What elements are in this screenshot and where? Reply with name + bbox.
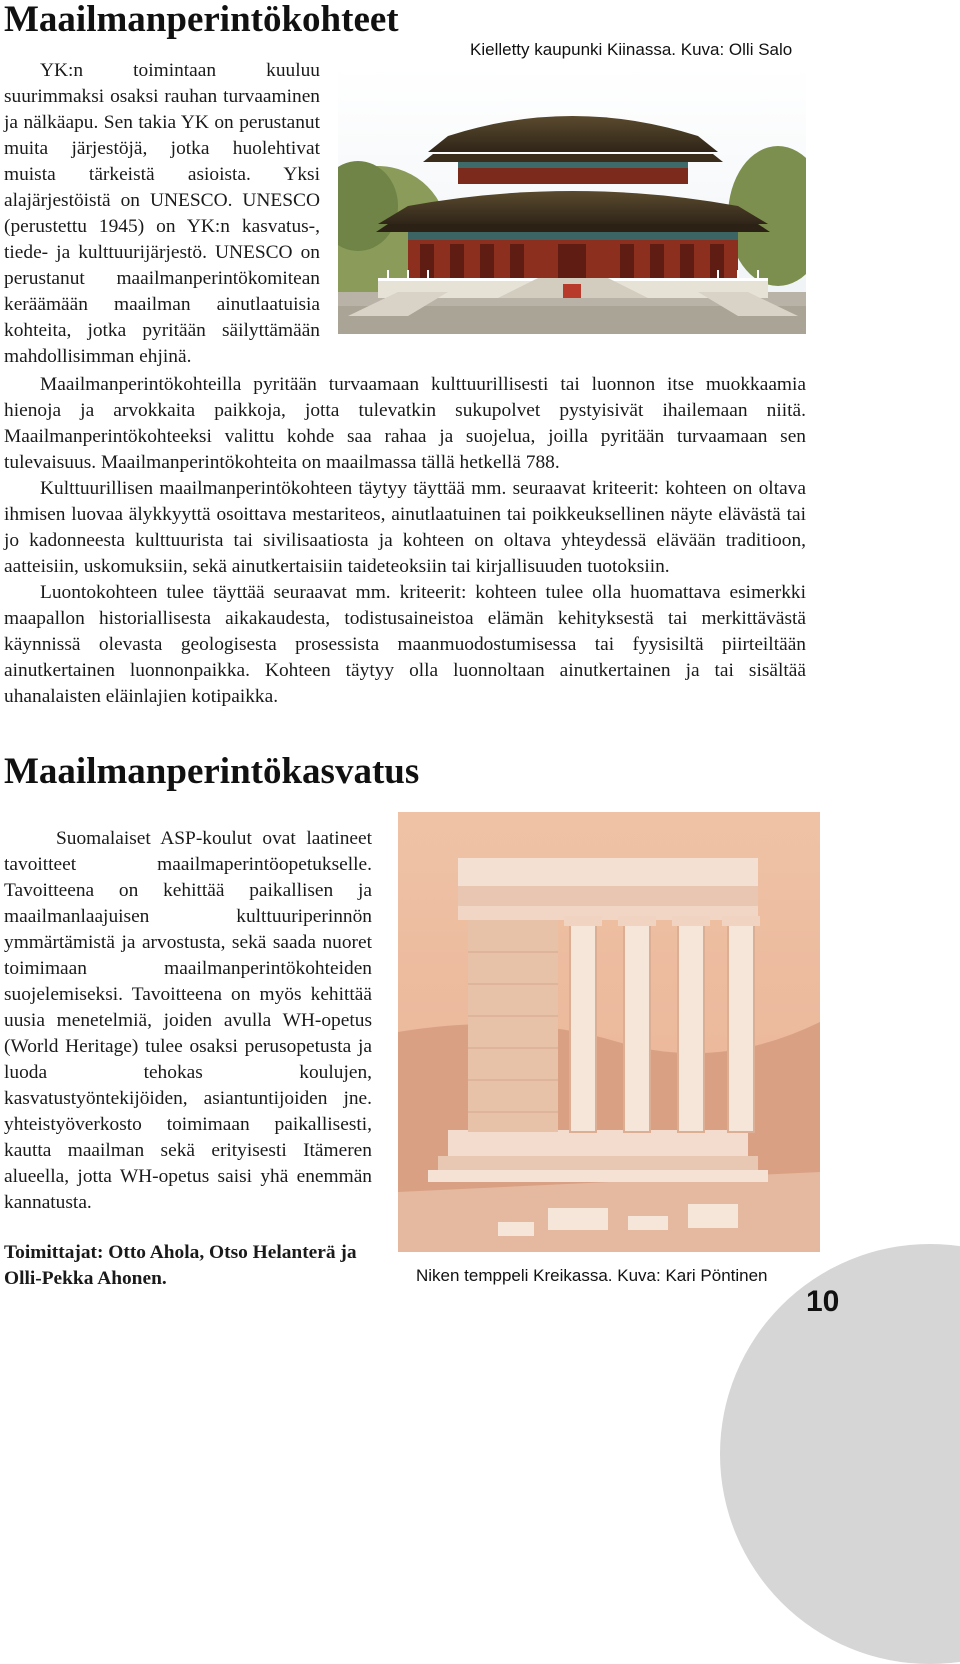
temple-of-nike-illustration <box>398 812 820 1252</box>
photo-caption-temple-of-nike: Niken temppeli Kreikassa. Kuva: Kari Pöntinen <box>416 1266 768 1285</box>
page-number-tab <box>720 1244 960 1664</box>
education-text: Suomalaiset ASP-koulut ovat laatineet tavoitteet maailmaperintöopetukselle. Tavoitteena on kehittää paikallisen ja maailmanlaajuisen kulttuuriperinnön ymmärtämistä ja arvostusta, sekä saada nuoret toimimaan maailmanperintökohteiden suojelemiseksi. Tavoitteena on myös kehittää uusia menetelmiä, joiden avulla WH-opetus (World Heritage) tulee osaksi perusopetusta ja luoda tehokas koulujen, kasvatustyöntekijöiden, asiantuntijoiden jne. yhteistyöverkosto toimimaan paikallisesti, kautta maailman sekä erityisesti Itämeren alueella, jotta WH-opetus saisi yhä enemmän kannatusta. <box>4 828 372 1213</box>
editors-credit: Toimittajat: Otto Ahola, Otso Helanterä ja Olli-Pekka Ahonen. <box>4 1242 357 1289</box>
main-text <box>4 372 806 710</box>
intro-text: YK:n toimintaan kuuluu suurimmaksi osaksi rauhan turvaaminen ja nälkäapu. Sen takia YK on perustanut muita järjestöjä, jotka huolehtivat muista tärkeistä asioista. Yksi alajärjestöistä on UNESCO. UNESCO (perustettu 1945) on YK:n kasvatus-, tiede- ja kulttuurijärjestö. UNESCO on perustanut maailmanperintökomitean keräämään maailman ainutlaatuisia kohteita, jotka pyritään säilyttämään mahdollisimman ehjinä. <box>4 60 320 367</box>
paragraph-purpose: Maailmanperintökohteilla pyritään turvaamaan kulttuurillisesti tai luonnon itse muokkaamia hienoja ja arvokkaita paikkoja, jotta tulevatkin sukupolvet pystyisivät ihailemaan niitä. Maailmanperintökohteeksi valittu kohde saa rahaa ja suojelua, joilla pyritään turvaamaan sen tulevaisuus. Maailmanperintökohteita on maailmassa tällä hetkellä 788. <box>4 374 806 473</box>
paragraph-cultural-criteria: Kulttuurillisen maailmanperintökohteen täytyy täyttää mm. seuraavat kriteerit: kohteen on oltava ihmisen luovaa älykkyyttä osoittava mestariteos, ainutlaatuinen tai poikkeuksellinen näyte elävästä tai jo kadonneesta kulttuurista tai sivilisaatiosta ja kohteen on oltava yhteydessä elävään traditioon, aatteisiin, uskomuksiin, sekä ainutkertaisiin taideteoksiin tai kirjallisuuden tuotoksiin. <box>4 478 806 577</box>
education-paragraph <box>4 826 372 1216</box>
section-title-heritage-education: Maailmanperintökasvatus <box>4 751 420 792</box>
paragraph-natural-criteria: Luontokohteen tulee täyttää seuraavat mm. kriteerit: kohteen tulee olla huomattava esimerkki maapallon historiallisesta aikakaudesta, todistusaineistoa elämän kehityksestä tai merkittävästä käynnissä olevasta geologisesta prosessista maanmuodostumisessa tai fyysisiltä piirteiltään ainutkertainen luonnonpaikka. Kohteen täytyy olla luonnoltaan ainutkertainen ja tai sisältää uhanalaisten eläinlajien kotipaikka. <box>4 582 806 707</box>
photo-forbidden-city <box>338 66 806 334</box>
photo-temple-of-nike <box>398 812 820 1252</box>
photo-caption-forbidden-city: Kielletty kaupunki Kiinassa. Kuva: Olli Salo <box>470 40 793 59</box>
page-number: 10 <box>806 1285 840 1318</box>
section-title-world-heritage-sites: Maailmanperintökohteet <box>4 0 399 40</box>
intro-paragraph <box>4 58 320 370</box>
forbidden-city-illustration <box>338 66 806 334</box>
